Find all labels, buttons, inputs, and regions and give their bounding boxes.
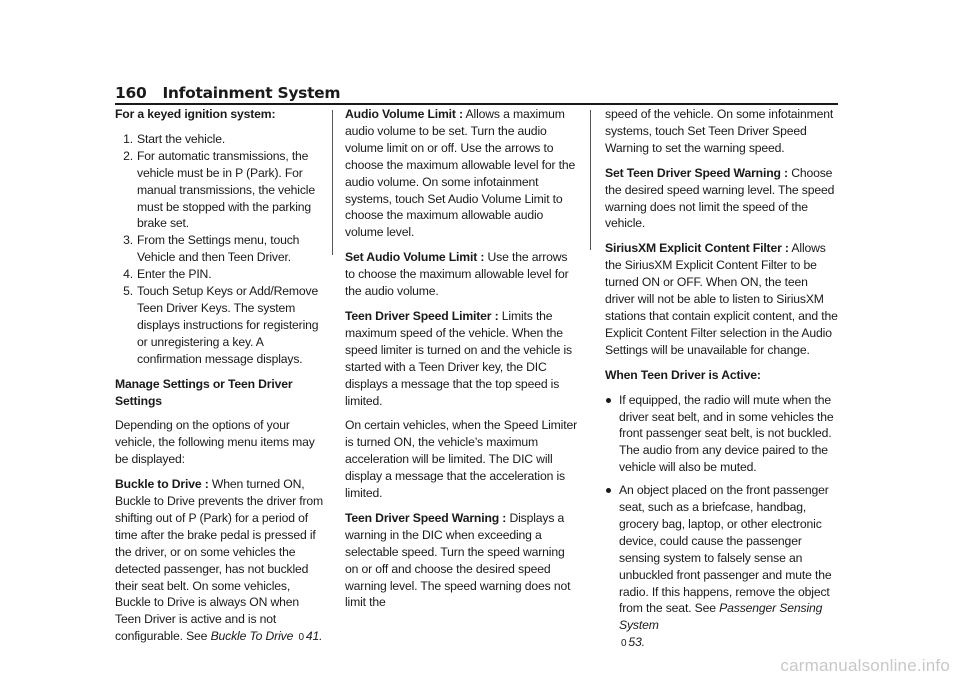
column-divider-right (590, 110, 591, 250)
set-audio-volume-limit-entry (345, 249, 579, 300)
set-audio-volume-limit-term: Set Audio Volume Limit : (345, 250, 485, 265)
set-audio-volume-limit-text: Use the arrows to choose the maximum allowable level for the audio volume. (345, 250, 569, 299)
list-item: If equipped, the radio will mute when the driver seat belt, and in some vehicles the front passenger seat belt, is not buckled. The audio from any device paired to the vehicle will also be muted. (605, 392, 839, 477)
column-3 (605, 106, 839, 659)
explicit-filter-text: Allows the SiriusXM Explicit Content Filter to be turned ON or OFF. When ON, the teen driver will not be able to listen to SiriusXM stations that contain explicit content, and the Explicit Content Filter selection in the Audio Settings will be unavailable for change. (605, 241, 838, 357)
passenger-sensing-page[interactable]: 53. (628, 635, 645, 650)
audio-volume-limit-entry (345, 106, 579, 241)
speed-limiter-text: Limits the maximum speed of the vehicle. When the speed limiter is turned on and the vehicle is started with a Teen Driver key, the DIC displays a message that the top speed is limited. (345, 308, 572, 408)
audio-volume-limit-term: Audio Volume Limit : (345, 107, 463, 121)
menu-intro-text: Depending on the options of your vehicle, the following menu items may be displayed: (115, 418, 315, 467)
setup-steps-list (115, 131, 325, 368)
speed-limiter-term: Teen Driver Speed Limiter : (345, 308, 499, 323)
column-2 (345, 106, 579, 619)
bullet-icon (606, 488, 611, 493)
page-header (115, 84, 340, 102)
speed-warning-entry (345, 510, 579, 611)
buckle-to-drive-term: Buckle to Drive : (115, 477, 209, 492)
manage-settings-heading: Manage Settings or Teen Driver Settings (115, 376, 293, 408)
buckle-to-drive-link[interactable]: Buckle To Drive (210, 629, 294, 644)
teen-driver-active-heading: When Teen Driver is Active: (605, 367, 761, 382)
keyed-ignition-heading: For a keyed ignition system: (115, 107, 276, 121)
set-speed-warning-text: Choose the desired speed warning level. The speed warning does not limit the speed of the vehicle. (605, 165, 835, 231)
active-bullet-list (605, 392, 839, 654)
step-item: 2. For automatic transmissions, the vehicle must be in P (Park). For manual transmissions, the vehicle must be stopped with the parking brake set. (123, 148, 315, 231)
acceleration-limit-text: On certain vehicles, when the Speed Limiter is turned ON, the vehicle’s maximum acceleration will be limited. The DIC will display a message that the acceleration is limited. (345, 418, 578, 501)
buckle-to-drive-text: When turned ON, Buckle to Drive prevents the driver from shifting out of P (Park) for a period of time after the brake pedal is pressed if the driver, or on some vehicles the detected passenger, has not buckled their seat belt. On some vehicles, Buckle to Drive is always ON when Teen Driver is active and is not configurable. See (115, 477, 324, 644)
buckle-to-drive-entry (115, 476, 325, 647)
column-1 (115, 106, 325, 655)
speed-warning-term: Teen Driver Speed Warning : (345, 510, 507, 525)
section-title: Infotainment System (162, 84, 341, 102)
explicit-filter-entry (605, 240, 839, 358)
page-ref-arrow-icon: 0 (621, 638, 627, 650)
step-item: 3. From the Settings menu, touch Vehicle and then Teen Driver. (123, 233, 300, 265)
step-item: 1. Start the vehicle. (123, 131, 226, 146)
passenger-sensing-link[interactable]: Passenger Sensing System (619, 601, 823, 633)
header-rule (115, 103, 838, 105)
buckle-to-drive-page[interactable]: 41. (305, 629, 323, 644)
set-speed-warning-term: Set Teen Driver Speed Warning : (605, 165, 788, 180)
explicit-filter-term: SiriusXM Explicit Content Filter : (605, 241, 789, 256)
list-item: An object placed on the front passenger seat, such as a briefcase, handbag, grocery bag, laptop, or other electronic device, could cause the passenger sensing system to falsely sense an unbuckled front passenger and mute the radio. If this happens, remove the object from the seat. See Passenger Sensing System 0 53. (605, 482, 839, 653)
set-speed-warning-entry (605, 165, 839, 233)
speed-warning-continued-text: speed of the vehicle. On some infotainment systems, touch Set Teen Driver Speed Warning to set the warning speed. (605, 107, 834, 155)
audio-volume-limit-text: Allows a maximum audio volume to be set. Turn the audio volume limit on or off. Use the arrows to choose the maximum allowable level for the audio volume. On some infotainment systems, touch Set Audio Volume Limit to choose the maximum allowable audio volume level. (345, 107, 576, 240)
watermark: carmanualsonline.info (780, 656, 950, 675)
speed-limiter-entry (345, 308, 579, 409)
step-item: 5. Touch Setup Keys or Add/Remove Teen Driver Keys. The system displays instructions for registering or unregistering a key. A confirmation message displays. (123, 284, 319, 366)
column-divider-left (332, 110, 333, 255)
bullet-icon (606, 398, 611, 403)
page-ref-arrow-icon: 0 (298, 632, 304, 644)
speed-warning-text: Displays a warning in the DIC when exceeding a selectable speed. Turn the speed warning on or off and choose the desired speed warning level. The speed warning does not limit the (345, 510, 571, 610)
page-number: 160 (115, 84, 147, 102)
step-item: 4. Enter the PIN. (123, 267, 212, 282)
